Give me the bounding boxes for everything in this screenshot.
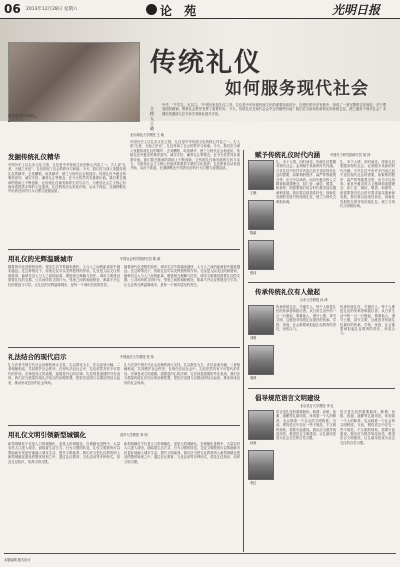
article-body-cont: 语言是礼仪的重要载体。称谓、问候、致谢、道歉等礼貌用语，体现着一个人的修养，也反映着一个社会的文明程度。当前，网络语言中存在一些不规范、不文明的现象，需要引起重视。我们应当倡导规范用语，推进语言文明建设，让礼貌用语成为社会交往的自觉习惯。: [340, 410, 395, 445]
author-portrait: [248, 160, 274, 190]
article-heading: 发掘传统礼仪精华: [8, 153, 60, 161]
author-portrait: [248, 240, 274, 270]
author-portrait: [248, 345, 274, 375]
feature-lead: 中华，“不学礼，无以立。”中国历来是礼仪之邦。礼仪是中华民族传统文化的重要组成部分，在漫长的历史发展中，形成了一套完整的礼仪规范，对于塑造国民精神、维系社会秩序发挥了重要作用。今天，传统礼仪在现代社会中还有哪些价值？我们应当如何传承和弘扬传统礼仪，使之服务于现代社会？本期论苑邀请几位专家学者就此展开讨论。: [162, 103, 386, 116]
article-byline: 北京师范大学教授 王 晓: [130, 133, 164, 137]
article-body: 语言是礼仪的重要载体。称谓、问候、致谢、道歉等礼貌用语，体现着一个人的修养，也反映着一个社会的文明程度。当前，网络语言中存在一些不规范、不文明的现象，需要引起重视。我们应当倡导规范用语，推进语言文明建设，让礼貌用语成为社会交往的自觉习惯。: [276, 410, 336, 441]
author-name: 孙涛: [250, 441, 257, 445]
article-byline: 北京语言大学教授 李 红: [300, 404, 334, 408]
author-name: 陈斌: [250, 231, 257, 235]
feature-title: 传统礼仪: [150, 48, 263, 78]
page-footer: 本版编辑 版式设计: [4, 558, 31, 562]
article-body-cont: 新型城镇化不仅是人口的城镇化，更是人的城镇化。在城镇化进程中，大量农村人口进入城市，面临着生活方式、行为习惯的转变。礼仪文明教育可以帮助新市民更好地融入城市生活，提升文明素养。我们应当把礼仪教育纳入新型城镇化建设的整体规划之中，通过社区教育、文化活动等多种形式，普及礼仪知识，培养文明习惯。: [124, 442, 240, 464]
article-body-cont: 传承传统礼仪，关键在人。每个人都是礼仪的传承者和践行者。从日常生活中的一言一行做起，尊重他人，遵守公德，讲究文明，这就是对传统礼仪最好的传承。学校、家庭、社会都要承担起礼仪教育的责任，形成合力。: [340, 305, 395, 336]
photo-caption: 图为学生行拜师礼。: [8, 114, 40, 118]
author-name: 周林: [250, 376, 257, 380]
article-byline: 中国社会科学院研究员 陈 斌: [120, 257, 161, 261]
author-name: 李红: [250, 481, 257, 485]
section-logo-icon: [146, 4, 157, 15]
author-name: 刘明: [250, 336, 257, 340]
article-body-cont: 礼，本于人情，因时而变。传统礼仪要服务现代社会，必须赋予其新的时代内涵。古代礼仪中有许多内容已经不适应现代社会的需要，如繁琐的程序、森严的等级观念等，应当予以扬弃。而其中蕴含的人文精神和道德理念，如仁爱、诚信、敬畏、和谐等，则需要我们结合时代要求加以继承和发展。我们要以创造性转化、创新性发展的态度对待传统礼仪，使之与现代文明相协调。: [340, 160, 395, 209]
newspaper-name: 光明日报: [331, 3, 380, 17]
article-byline: 中国政法大学教授 张 伟: [120, 355, 154, 359]
article-byline: 清华大学教授 刘 明: [120, 433, 148, 437]
feature-subtitle: 如何服务现代社会: [225, 79, 369, 99]
article-body: 传承传统礼仪，关键在人。每个人都是礼仪的传承者和践行者。从日常生活中的一言一行做起，尊重他人，遵守公德，讲究文明，这就是对传统礼仪最好的传承。学校、家庭、社会都要承担起礼仪教育的责任，形成合力。: [276, 305, 336, 332]
author-name: 王晓: [250, 191, 257, 195]
article-body: 新型城镇化不仅是人口的城镇化，更是人的城镇化。在城镇化进程中，大量农村人口进入城市，面临着生活方式、行为习惯的转变。礼仪文明教育可以帮助新市民更好地融入城市生活，提升文明素养。我们应当把礼仪教育纳入新型城镇化建设的整体规划之中，通过社区教育、文化活动等多种形式，普及礼仪知识，培养文明习惯。: [8, 442, 120, 464]
issue-date: 2013年12月28日 星期六: [26, 7, 78, 12]
article-byline: 山东大学教授 孙 涛: [300, 298, 328, 302]
article-body: 随着现代化进程的加快，城市生活节奏越来越快，人与人之间的距离似乎越来越远。在这种情况下，传统礼仪可以发挥独特的作用。礼仪是人际交往的润滑剂，能够拉近人与人之间的距离，增进相互理解与信任。城市文明建设需要礼仪的支撑，公共场所的文明行为、邻里之间的和睦相处，都离不开礼仪的规范与引导。让礼仪的光辉温暖城市，是每一个城市居民的责任。: [8, 265, 120, 287]
article-body: 礼，本于人情，因时而变。传统礼仪要服务现代社会，必须赋予其新的时代内涵。古代礼仪中有许多内容已经不适应现代社会的需要，如繁琐的程序、森严的等级观念等，应当予以扬弃。而其中蕴含的人文精神和道德理念，如仁爱、诚信、敬畏、和谐等，则需要我们结合时代要求加以继承和发展。我们要以创造性转化、创新性发展的态度对待传统礼仪，使之与现代文明相协调。: [276, 160, 336, 204]
article-body-cont: 中国历史上以礼乐文化立国，礼仪是中华传统文化的核心内容之一。古人说“礼者，天地之序也”，礼仪体现了社会的秩序与和谐。今天，我们应当深入发掘传统礼仪的精华，去其糟粕，取其精华，使之与现代社会相适应。传统礼仪中蕴含的尊老爱幼、诚实守信、谦恭礼让等理念，在今天依然具有重要价值。我们要在继承的基础上不断创新，让传统礼仪焕发新的生机与活力，为建设社会主义核心价值体系提供丰厚的文化滋养。礼仪教育应从家庭开始，从孩子抓起，在潜移默化中培养良好的行为习惯与道德品质。: [130, 140, 240, 171]
article-byline: 中国孔子研究院研究员 周 林: [330, 153, 371, 157]
article-body: 中国历史上以礼乐文化立国，礼仪是中华传统文化的核心内容之一。古人说“礼者，天地之序也”，礼仪体现了社会的秩序与和谐。今天，我们应当深入发掘传统礼仪的精华，去其糟粕，取其精华，使之与现代社会相适应。传统礼仪中蕴含的尊老爱幼、诚实守信、谦恭礼让等理念，在今天依然具有重要价值。我们要在继承的基础上不断创新，让传统礼仪焕发新的生机与活力，为建设社会主义核心价值体系提供丰厚的文化滋养。礼仪教育应从家庭开始，从孩子抓起，在潜移默化中培养良好的行为习惯与道德品质。: [8, 163, 126, 194]
article-heading: 用礼仪的光辉温暖城市: [8, 255, 73, 263]
host-label: 主持人 王晓: [150, 106, 154, 131]
article-heading: 赋予传统礼仪时代内涵: [255, 151, 320, 159]
page-number: 06: [4, 2, 21, 16]
article-heading: 用礼仪文明引领新型城镇化: [8, 431, 86, 439]
article-heading: 传承传统礼仪有人做起: [255, 288, 320, 296]
article-body-cont: 礼与法是中国古代社会治理的两大支柱。礼以教化为主，法以惩戒为辅，二者相辅相成，共同维护社会秩序。在现代法治社会中，礼仪依然具有不可替代的作用。法律是成文的道德，道德是内心的法律，礼仪则是道德的外在表现。我们应当借鉴传统礼法结合的治理智慧，把依法治国与以德治国结合起来，推动形成良好的社会风尚。: [124, 363, 240, 385]
article-heading: 倡导规范语言文明建设: [255, 394, 320, 402]
author-portrait: [248, 305, 274, 335]
masthead: [0, 0, 400, 19]
author-portrait: [248, 410, 274, 440]
article-body-cont: 随着现代化进程的加快，城市生活节奏越来越快，人与人之间的距离似乎越来越远。在这种情况下，传统礼仪可以发挥独特的作用。礼仪是人际交往的润滑剂，能够拉近人与人之间的距离，增进相互理解与信任。城市文明建设需要礼仪的支撑，公共场所的文明行为、邻里之间的和睦相处，都离不开礼仪的规范与引导。让礼仪的光辉温暖城市，是每一个城市居民的责任。: [124, 265, 240, 287]
section-title: 论 苑: [160, 4, 201, 18]
author-name: 张伟: [250, 271, 257, 275]
author-portrait: [248, 200, 274, 230]
article-body: 礼与法是中国古代社会治理的两大支柱。礼以教化为主，法以惩戒为辅，二者相辅相成，共同维护社会秩序。在现代法治社会中，礼仪依然具有不可替代的作用。法律是成文的道德，道德是内心的法律，礼仪则是道德的外在表现。我们应当借鉴传统礼法结合的治理智慧，把依法治国与以德治国结合起来，推动形成良好的社会风尚。: [8, 363, 120, 385]
author-portrait: [248, 450, 274, 480]
article-heading: 礼法结合的现代启示: [8, 353, 67, 361]
feature-photo: [8, 42, 140, 122]
